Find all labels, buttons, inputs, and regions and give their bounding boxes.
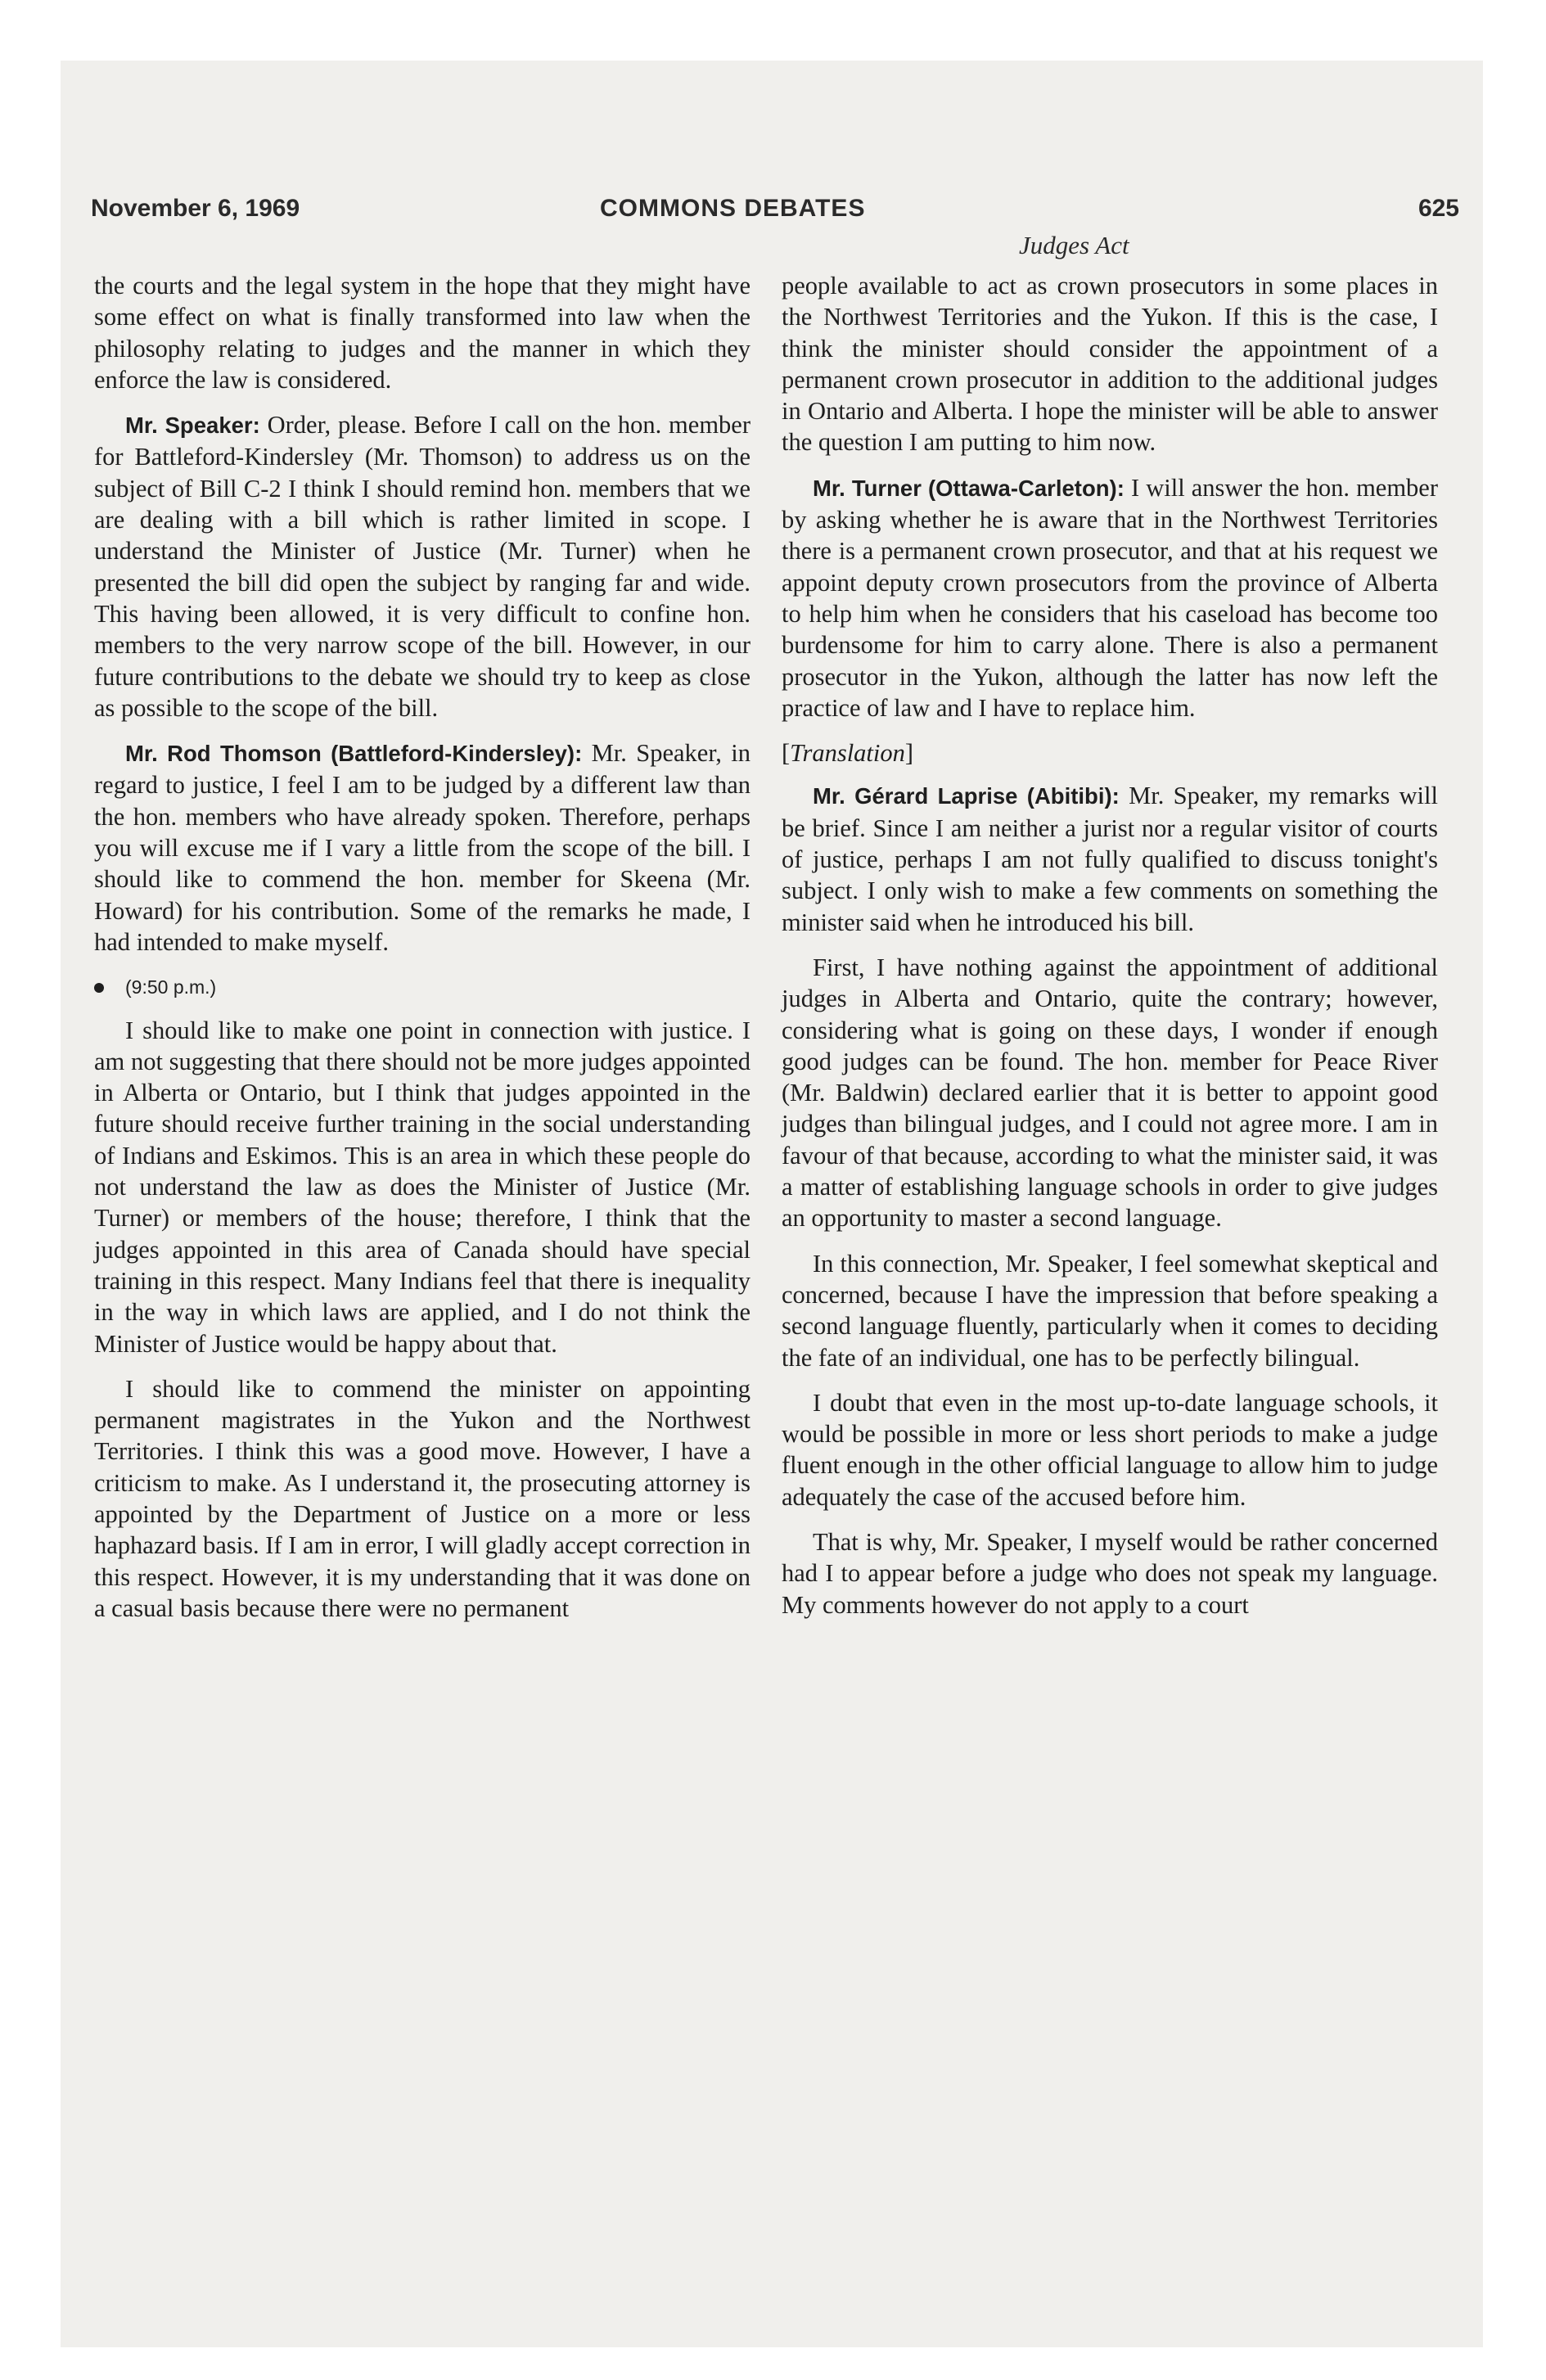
translation-note [782, 737, 1438, 769]
bullet-icon [94, 983, 104, 993]
paragraph: In this connection, Mr. Speaker, I feel somewhat skeptical and concerned, because I have the impression that before speaking a second language fluently, particularly when it comes to deciding the fate of an individual, one has to be perfectly bilingual. [782, 1249, 1438, 1372]
page-number: 625 [1418, 195, 1459, 222]
paragraph: That is why, Mr. Speaker, I myself would be rather concerned had I to appear before a judge who does not speak my language. My comments however do not apply to a court [782, 1527, 1438, 1619]
header-title: COMMONS DEBATES [600, 195, 866, 222]
paragraph: I should like to commend the minister on appointing permanent magistrates in the Yukon and the Northwest Territories. I think this was a good move. However, I have a criticism to make. As I understand it, the prosecuting attorney is appointed by the Department of Justice on a more or less haphazard basis. If I am in error, I will gladly accept correction in this respect. However, it is my understanding that it was done on a casual basis because there were no permanent [94, 1374, 750, 1622]
speech-text: Order, please. Before I call on the hon. member for Battleford-Kindersley (Mr. Thomson) to address us on the subject of Bill C-2 I think I should remind hon. members that we are dealing with a bill which is rather limited in scope. I understand the Minister of Justice (Mr. Turner) when he presented the bill did open the subject by ranging far and wide. This having been allowed, it is very difficult to confine hon. members to the very narrow scope of the bill. However, in our future contributions to the debate we should try to keep as close as possible to the scope of the bill. [94, 411, 750, 722]
time-stamp [94, 971, 750, 1003]
running-header [91, 195, 1459, 231]
bracket-close: ] [904, 739, 914, 768]
paragraph: people available to act as crown prosecutors in some places in the Northwest Territories and the Yukon. If this is the case, I think the minister should consider the appointment of a permanent crown prosecutor in addition to the additional judges in Ontario and Alberta. I hope the minister will be able to answer the question I am putting to him now. [782, 272, 1438, 457]
paragraph: the courts and the legal system in the hope that they might have some effect on what is finally transformed into law when the philosophy relating to judges and the manner in which they enforce the law is considered. [94, 272, 750, 394]
translation-label: Translation [790, 739, 905, 768]
speaker-name: Mr. Rod Thomson (Battleford-Kindersley): [125, 741, 583, 767]
speaker-name: Mr. Turner (Ottawa-Carleton): [813, 475, 1125, 501]
paragraph: First, I have nothing against the appointment of additional judges in Alberta and Ontario, quite the contrary; however, considering what is going on these days, I wonder if enough good judges can be found. The hon. member for Peace River (Mr. Baldwin) declared earlier that it is better to appoint good judges than bilingual judges, and I could not agree more. I am in favour of that because, according to what the minister said, it was a matter of establishing language schools in order to give judges an opportunity to master a second language. [782, 953, 1438, 1233]
left-column [94, 270, 750, 1638]
bracket-open: [ [782, 739, 791, 768]
time-stamp-text: (9:50 p.m.) [125, 976, 217, 998]
speech-text: I will answer the hon. member by asking whether he is aware that in the Northwest Territories there is a permanent crown prosecutor, and that at his request we appoint deputy crown prosecutors from the province of Alberta to help him when he considers that his caseload has become too burdensome for him to carry alone. There is also a permanent prosecutor in the Yukon, although the latter has now left the practice of law and I have to replace him. [782, 473, 1438, 722]
header-date: November 6, 1969 [91, 195, 300, 222]
speech-paragraph [94, 737, 750, 958]
speaker-name: Mr. Speaker: [125, 412, 260, 439]
speech-paragraph [782, 780, 1438, 937]
header-subject: Judges Act [1019, 231, 1129, 259]
speech-paragraph [94, 409, 750, 723]
speech-paragraph [782, 472, 1438, 723]
speaker-name: Mr. Gérard Laprise (Abitibi): [813, 783, 1120, 809]
paragraph: I should like to make one point in connection with justice. I am not suggesting that there should not be more judges appointed in Alberta or Ontario, but I think that judges appointed in the future should receive further training in the social understanding of Indians and Eskimos. This is an area in which these people do not understand the law as does the Minister of Justice (Mr. Turner) or members of the house; therefore, I think that the judges appointed in this area of Canada should have special training in this respect. Many Indians feel that there is inequality in the way in which laws are applied, and I do not think the Minister of Justice would be happy about that. [94, 1016, 750, 1358]
paragraph: I doubt that even in the most up-to-date language schools, it would be possible in more or less short periods to make a judge fluent enough in the other official language to allow him to judge adequately the case of the accused before him. [782, 1388, 1438, 1511]
speech-text: Mr. Speaker, in regard to justice, I feel I am to be judged by a different law than the hon. members who have already spoken. Therefore, perhaps you will excuse me if I vary a little from the scope of the bill. I should like to commend the hon. member for Skeena (Mr. Howard) for his contribution. Some of the remarks he made, I had intended to make myself. [94, 739, 750, 956]
speech-text: Mr. Speaker, my remarks will be brief. Since I am neither a jurist nor a regular visitor of courts of justice, perhaps I am not fully qualified to discuss tonight's subject. I only wish to make a few comments on something the minister said when he introduced his bill. [782, 782, 1438, 936]
right-column [782, 270, 1438, 1634]
